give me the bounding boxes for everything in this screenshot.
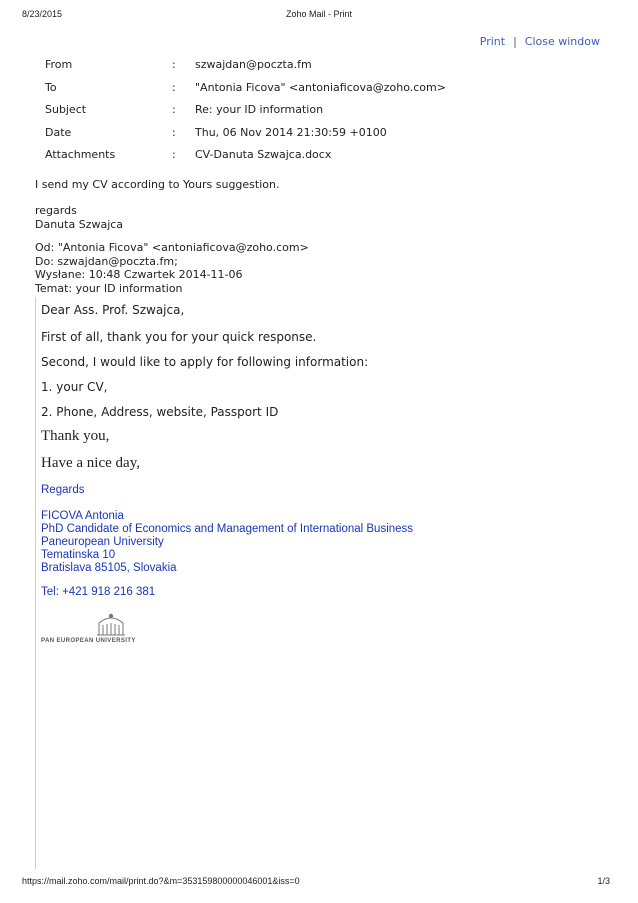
print-footer-url: https://mail.zoho.com/mail/print.do?&m=353159800000046001&iss=0 (22, 876, 300, 886)
message-intro: I send my CV according to Yours suggestion. (35, 178, 280, 191)
meta-colon: : (172, 125, 176, 139)
signature-university: Paneuropean University (41, 536, 164, 548)
meta-value-to: "Antonia Ficova" <antoniaficova@zoho.com> (195, 80, 446, 94)
signature-tel: Tel: +421 918 216 381 (41, 586, 156, 598)
forward-header (35, 241, 309, 295)
email-metadata (45, 58, 446, 171)
forward-subject: Temat: your ID information (35, 281, 183, 295)
print-actions (480, 35, 600, 48)
quoted-thanks: Thank you, (41, 428, 110, 444)
meta-label: To (45, 80, 57, 94)
actions-separator: | (513, 35, 517, 48)
meta-row-subject (45, 103, 446, 126)
meta-colon: : (172, 148, 176, 161)
print-link[interactable]: Print (479, 35, 506, 48)
meta-label: Date (45, 125, 72, 139)
quoted-nice-day: Have a nice day, (41, 455, 140, 471)
meta-value-attachment[interactable]: CV-Danuta Szwajca.docx (195, 148, 332, 161)
meta-colon: : (172, 80, 176, 94)
meta-row-from (45, 58, 446, 81)
quoted-item-1: 1. your CV, (41, 380, 108, 394)
quoted-item-2: 2. Phone, Address, website, Passport ID (41, 405, 279, 419)
quoted-greeting: Dear Ass. Prof. Szwajca, (41, 303, 185, 317)
signature-name: FICOVA Antonia (41, 510, 124, 522)
university-logo (41, 611, 181, 647)
quoted-line-1: First of all, thank you for your quick response. (41, 330, 317, 344)
meta-row-attachments (45, 148, 446, 171)
meta-row-date (45, 126, 446, 149)
signature-street: Tematinska 10 (41, 549, 116, 561)
meta-value-date: Thu, 06 Nov 2014 21:30:59 +0100 (195, 125, 387, 139)
message-closing-block (35, 204, 123, 231)
meta-label: Attachments (45, 148, 116, 161)
quote-bar (35, 297, 36, 869)
meta-colon: : (172, 58, 176, 71)
print-page-title: Zoho Mail - Print (285, 9, 353, 19)
meta-value-subject: Re: your ID information (195, 103, 324, 116)
signature-position: PhD Candidate of Economics and Management of International Business (41, 523, 414, 535)
university-crest-icon (41, 611, 181, 637)
quoted-line-2: Second, I would like to apply for following information: (41, 355, 369, 369)
close-window-link[interactable]: Close window (524, 35, 600, 48)
meta-label: Subject (45, 103, 87, 116)
signature-block (41, 510, 413, 575)
message-closing: regards (35, 204, 77, 217)
meta-colon: : (172, 103, 176, 116)
university-logo-text: PAN EUROPEAN UNIVERSITY (41, 638, 136, 644)
signature-city: Bratislava 85105, Slovakia (41, 562, 177, 574)
signature-regards: Regards (41, 484, 85, 496)
meta-value-from: szwajdan@poczta.fm (195, 58, 312, 71)
forward-sent: Wysłane: 10:48 Czwartek 2014-11-06 (35, 268, 243, 281)
meta-label: From (45, 58, 73, 71)
message-sender-name: Danuta Szwajca (35, 217, 124, 231)
forward-to: Do: szwajdan@poczta.fm; (35, 254, 178, 268)
forward-from: Od: "Antonia Ficova" <antoniaficova@zoho.com> (35, 241, 309, 254)
print-date: 8/23/2015 (22, 9, 63, 19)
print-page-number: 1/3 (597, 876, 610, 886)
meta-row-to (45, 81, 446, 104)
